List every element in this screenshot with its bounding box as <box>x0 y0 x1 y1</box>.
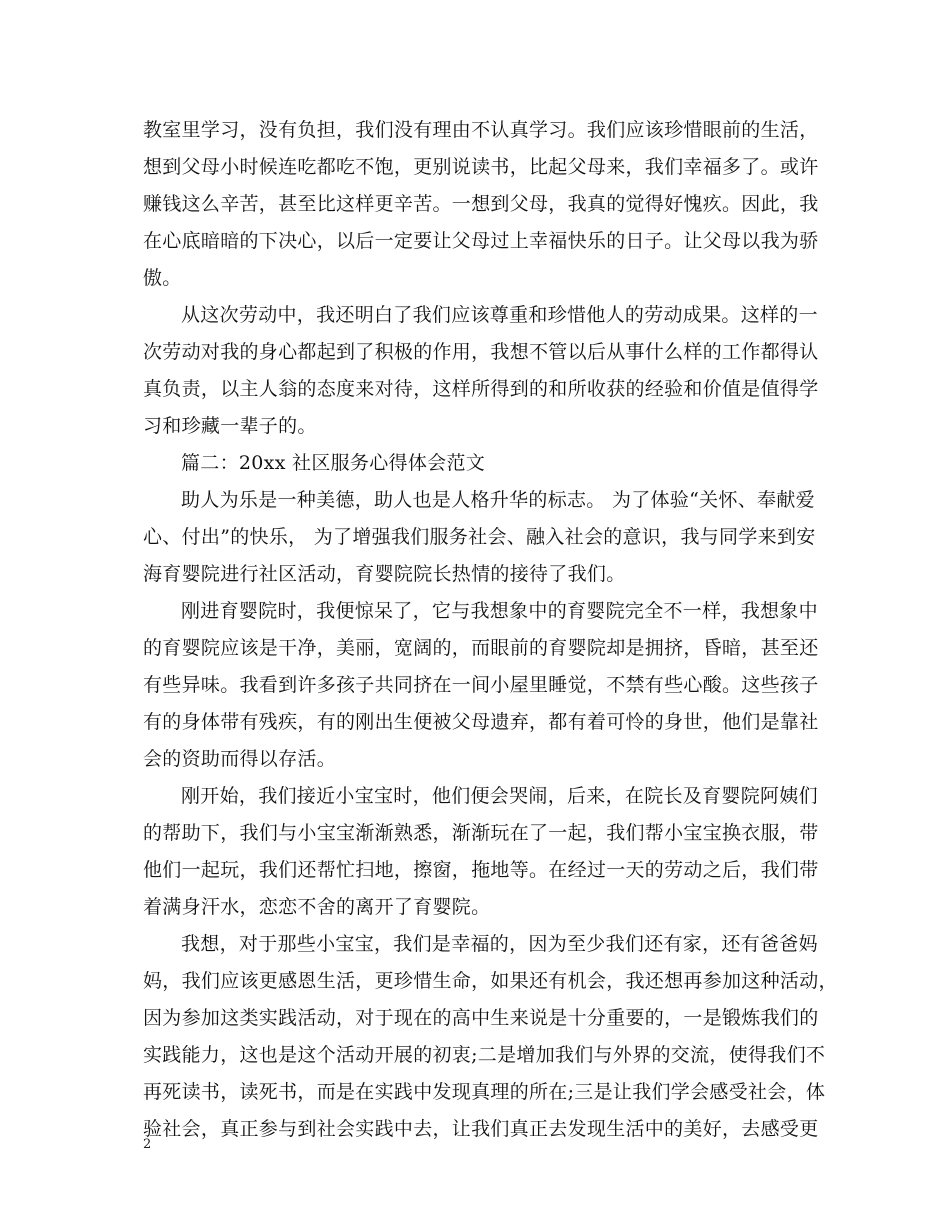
text-line: 实践能力，这也是这个活动开展的初衷;二是增加我们与外界的交流，使得我们不 <box>143 1044 826 1066</box>
paragraph-start-line: 刚开始，我们接近小宝宝时，他们便会哭闹，后来，在院长及育婴院阿姨们 <box>181 785 818 807</box>
text-line: 心、付出”的快乐， 为了增强我们服务社会、融入社会的意识，我与同学来到安 <box>143 526 816 548</box>
text-line: 有些异味。我看到许多孩子共同挤在一间小屋里睡觉，不禁有些心酸。这些孩子 <box>143 674 819 696</box>
body-text <box>143 112 838 1148</box>
text-line: 因为参加这类实践活动，对于现在的高中生来说是十分重要的，一是锻炼我们的 <box>143 1007 819 1029</box>
text-line: 他们一起玩，我们还帮忙扫地，擦窗，拖地等。在经过一天的劳动之后，我们带 <box>143 859 819 881</box>
paragraph-start-line: 助人为乐是一种美德，助人也是人格升华的标志。 为了体验“关怀、奉献爱 <box>181 489 815 511</box>
text-line: 会的资助而得以存活。 <box>143 748 337 770</box>
text-line: 的育婴院应该是干净，美丽，宽阔的，而眼前的育婴院却是拥挤，昏暗，甚至还 <box>143 637 819 659</box>
text-line: 次劳动对我的身心都起到了积极的作用，我想不管以后从事什么样的工作都得认 <box>143 341 819 363</box>
section-heading: 篇二：20xx 社区服务心得体会范文 <box>181 452 486 474</box>
text-line: 再死读书，读死书，而是在实践中发现真理的所在;三是让我们学会感受社会，体 <box>143 1081 826 1103</box>
paragraph-start-line: 刚进育婴院时，我便惊呆了，它与我想象中的育婴院完全不一样，我想象中 <box>181 600 818 622</box>
paragraph-start-line: 我想，对于那些小宝宝，我们是幸福的，因为至少我们还有家，还有爸爸妈 <box>181 933 818 955</box>
text-line: 想到父母小时候连吃都吃不饱，更别说读书，比起父母来，我们幸福多了。或许 <box>143 156 819 178</box>
text-line: 教室里学习，没有负担，我们没有理由不认真学习。我们应该珍惜眼前的生活， <box>143 119 819 141</box>
text-line: 着满身汗水，恋恋不舍的离开了育婴院。 <box>143 896 491 918</box>
text-line: 习和珍藏一辈子的。 <box>143 415 317 437</box>
text-line: 有的身体带有残疾，有的刚出生便被父母遗弃，都有着可怜的身世，他们是靠社 <box>143 711 819 733</box>
text-line: 真负责，以主人翁的态度来对待，这样所得到的和所收获的经验和价值是值得学 <box>143 378 819 400</box>
text-line: 在心底暗暗的下决心，以后一定要让父母过上幸福快乐的日子。让父母以我为骄 <box>143 230 819 252</box>
text-line: 验社会，真正参与到社会实践中去，让我们真正去发现生活中的美好，去感受更 <box>143 1118 819 1140</box>
text-line: 的帮助下，我们与小宝宝渐渐熟悉，渐渐玩在了一起，我们帮小宝宝换衣服，带 <box>143 822 819 844</box>
paragraph-start-line: 从这次劳动中，我还明白了我们应该尊重和珍惜他人的劳动成果。这样的一 <box>181 304 818 326</box>
text-line: 海育婴院进行社区活动，育婴院院长热情的接待了我们。 <box>143 563 626 585</box>
text-line: 妈，我们应该更感恩生活，更珍惜生命，如果还有机会，我还想再参加这种活动， <box>143 970 838 992</box>
page-number: 2 <box>143 1137 152 1152</box>
text-line: 赚钱这么辛苦，甚至比这样更辛苦。一想到父母，我真的觉得好愧疚。因此，我 <box>143 193 819 215</box>
text-line: 傲。 <box>143 267 182 289</box>
